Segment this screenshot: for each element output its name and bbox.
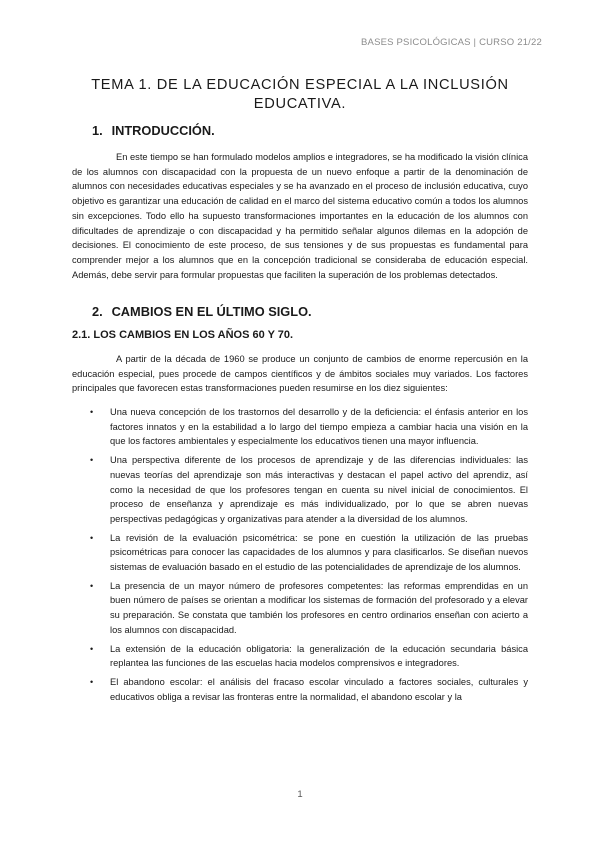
list-item (72, 675, 528, 704)
list-item (72, 453, 528, 527)
list-item-text: Una perspectiva diferente de los procesos de aprendizaje y de las diferencias individuales: las nuevas teorías del aprendizaje son más interactivas y destacan el papel activo del aprendiz, así como la necesidad de que los profesores tengan en cuenta su nivel inicial de conocimientos. El proceso de enseñanza y aprendizaje es más individualizado, por lo que se abren nuevas perspectivas pedagógicas y organizativas para atender a la diversidad de los alumnos. (110, 455, 528, 524)
document-title (72, 76, 528, 114)
bullet-icon: • (90, 580, 94, 591)
bullet-icon: • (90, 643, 94, 654)
bullet-icon: • (90, 676, 94, 687)
section-1-number: 1. (92, 123, 103, 138)
section-1-heading (92, 123, 215, 138)
subsection-2-1-heading: 2.1. LOS CAMBIOS EN LOS AÑOS 60 Y 70. (72, 329, 294, 341)
list-item-text: La extensión de la educación obligatoria: la generalización de la educación secundaria básica replantea las funciones de las escuelas hacia modelos comprensivos e integradores. (110, 643, 528, 669)
bullet-icon: • (90, 455, 94, 466)
list-item (72, 405, 528, 449)
list-item (72, 642, 528, 671)
section-2-heading (92, 304, 312, 319)
page-number: 1 (297, 789, 303, 800)
running-header: BASES PSICOLÓGICAS | CURSO 21/22 (361, 37, 542, 48)
list-item-text: La revisión de la evaluación psicométrica: se pone en cuestión la utilización de las pruebas psicométricas para conocer las capacidades de los alumnos y para clasificarlos. Se diseñan nuevos sistemas de evaluación basado en el estudio de las potencialidades de aprendizaje de los alumnos. (110, 532, 528, 573)
factors-list (72, 405, 528, 708)
bullet-icon: • (90, 407, 94, 417)
list-item-text: La presencia de un mayor número de profesores competentes: las reformas emprendidas en un buen número de países se orientan a modificar los sistemas de formación del profesorado y a elevar su preparación. Se constata que también los profesores en centro ordinarios enseñan con acierto a los alumnos con discapacidad. (110, 580, 528, 635)
list-item-text: El abandono escolar: el análisis del fracaso escolar vinculado a factores sociales, culturales y educativos obliga a revisar las fronteras entre la normalidad, el abandono escolar y la (110, 676, 528, 702)
introduction-paragraph: En este tiempo se han formulado modelos amplios e integradores, se ha modificado la visión clínica de los alumnos con discapacidad con la propuesta de un nuevo enfoque a partir de la denominación de alumnos con necesidades educativas especiales y se ha avanzado en el proceso de inclusión educativa, cuyo objetivo es garantizar una educación de calidad en el marco del sistema educativo común a todos los alumnos sin excepciones. Todo ello ha supuesto transformaciones importantes en la educación de los alumnos con dificultades de aprendizaje o con discapacidad y ha permitido señalar algunos dilemas en la adopción de decisiones. El conocimiento de este proceso, de sus tensiones y de sus propuestas es fundamental para comprender mejor a los alumnos que en la concepción tradicional se consideraba de educación especial. Además, debe servir para formular propuestas que faciliten la superación de los problemas detectados. (72, 152, 528, 280)
list-item (72, 579, 528, 638)
subsection-2-1-paragraph: A partir de la década de 1960 se produce un conjunto de cambios de enorme repercusión en la educación especial, pues procede de campos científicos y de ámbitos sociales muy variados. Los factores principales que favorecen estas transformaciones pueden resumirse en los diez siguientes: (72, 354, 528, 394)
bullet-icon: • (90, 532, 94, 543)
section-1-title: INTRODUCCIÓN. (111, 123, 215, 138)
title-line-2: EDUCATIVA. (253, 96, 347, 112)
section-2-title: CAMBIOS EN EL ÚLTIMO SIGLO. (111, 304, 312, 319)
title-line-1: TEMA 1. DE LA EDUCACIÓN ESPECIAL A LA INCLUSIÓN (91, 77, 509, 93)
section-2-number: 2. (92, 304, 103, 319)
list-item-text: Una nueva concepción de los trastornos del desarrollo y de la deficiencia: el énfasis anterior en los factores innatos y en la estabilidad a lo largo del tiempo empieza a cambiar hacia una visión en la que los factores ambientales y especialmente los educativos tienen una mayor influencia. (110, 407, 528, 447)
list-item (72, 531, 528, 575)
